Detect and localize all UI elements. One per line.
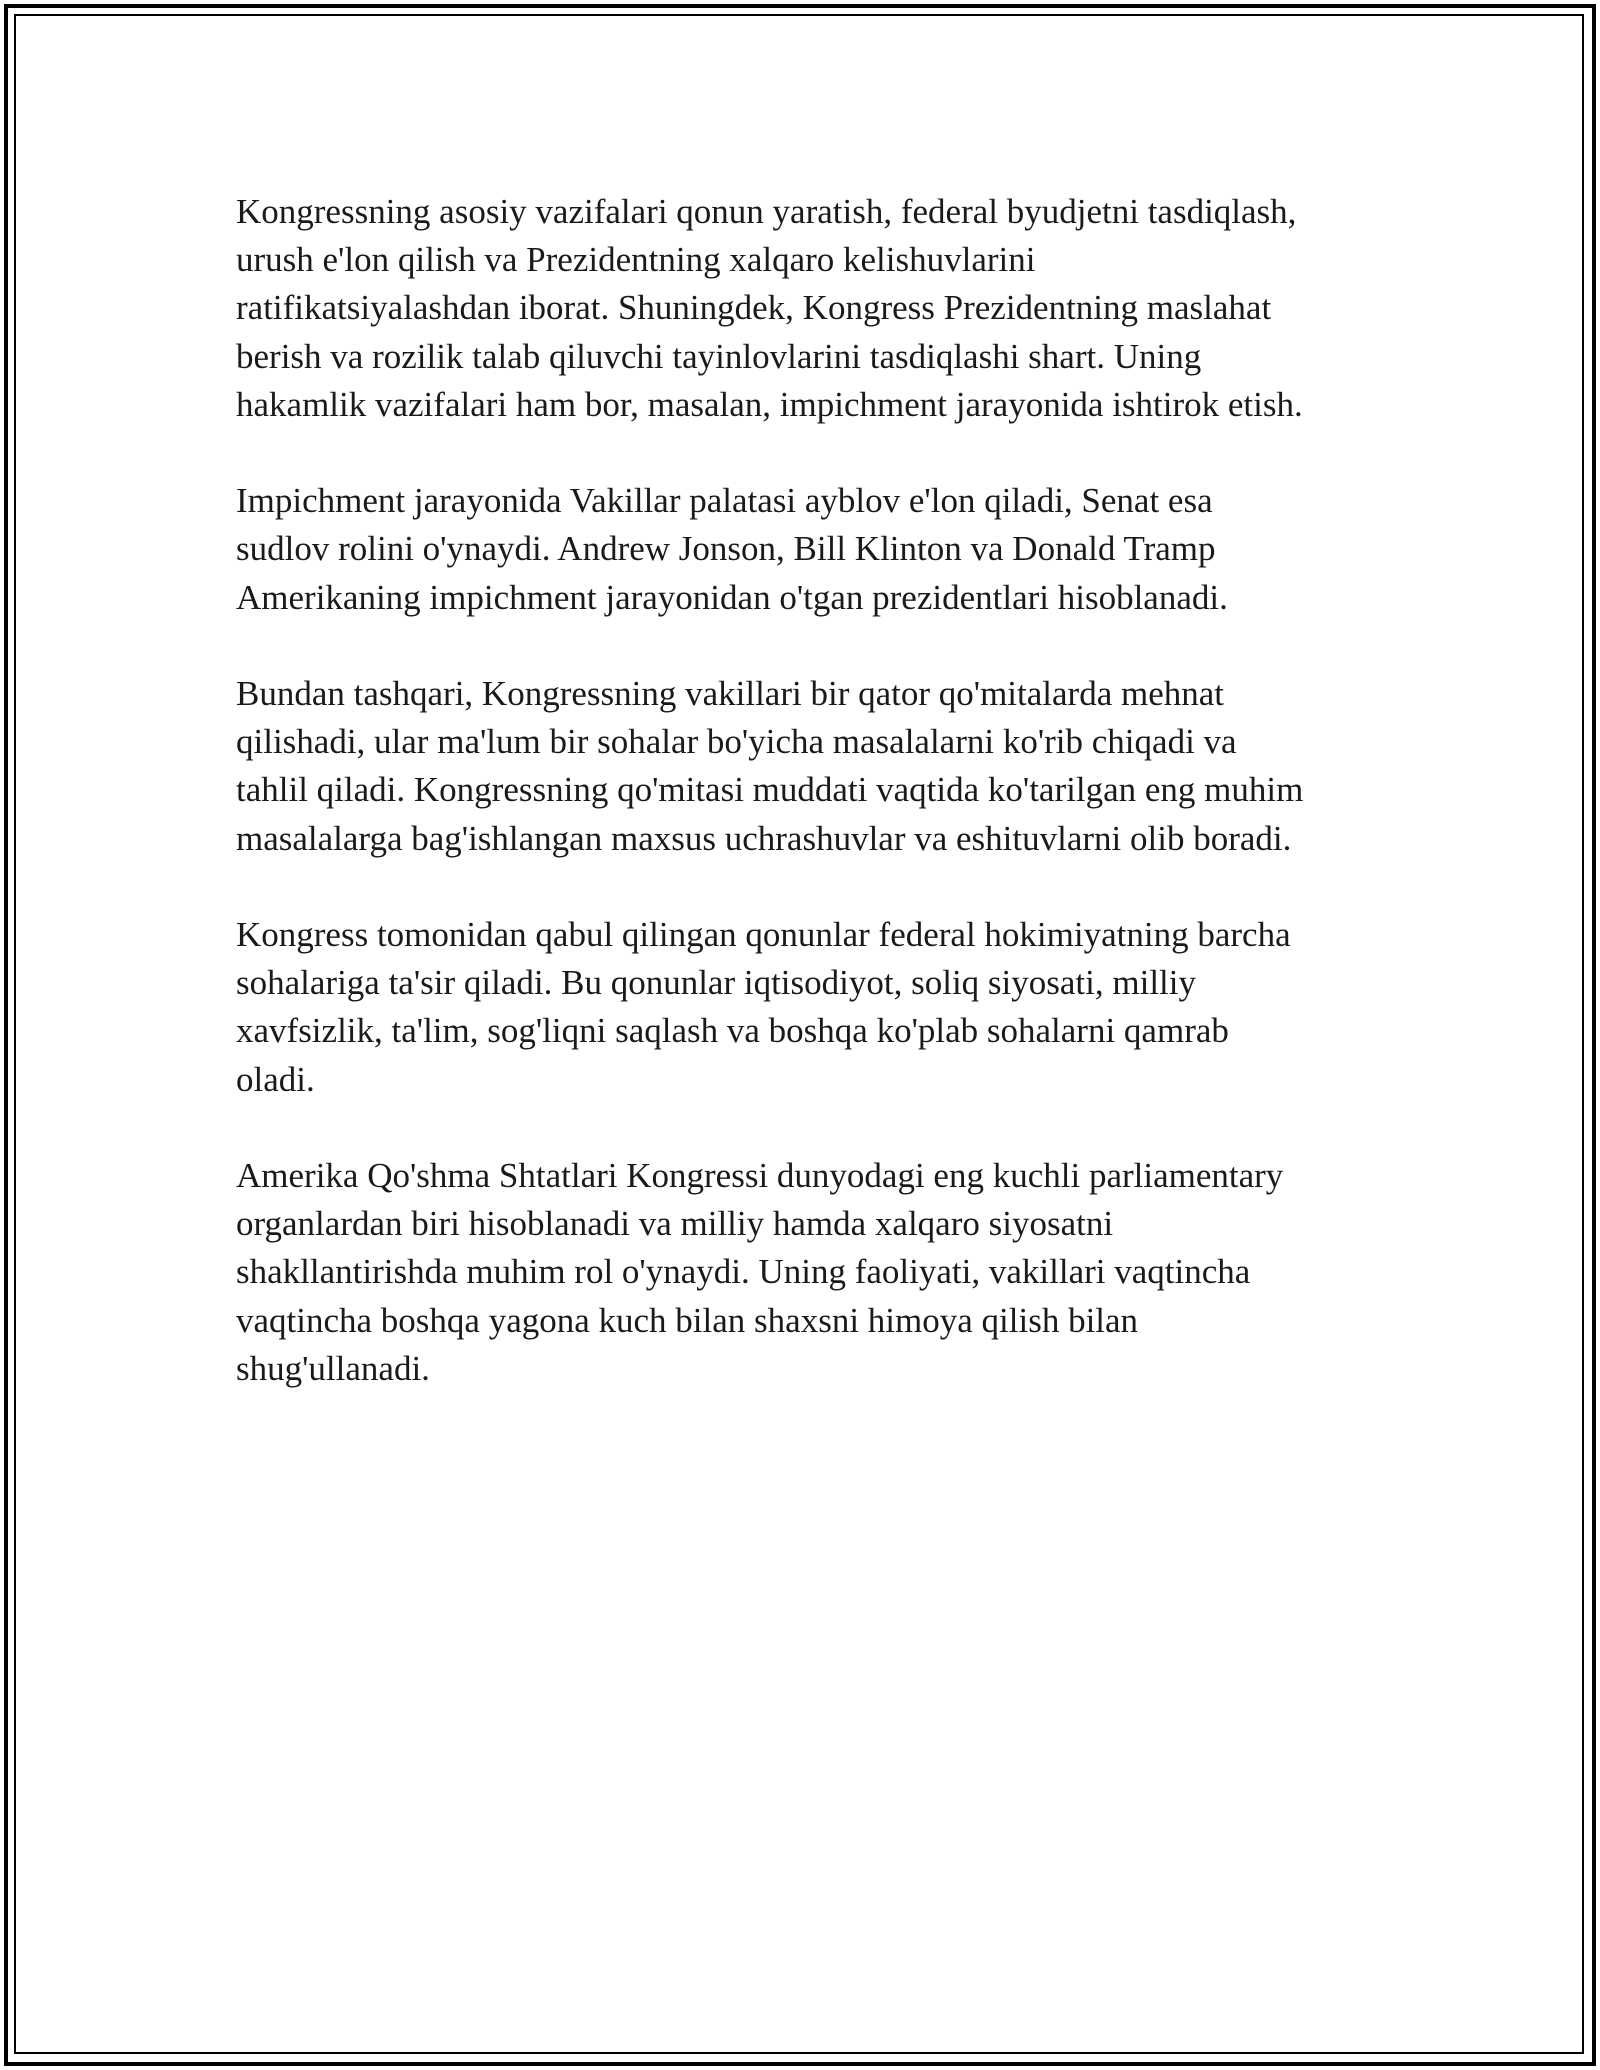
document-body: [236, 188, 1376, 1441]
paragraph-2: Impichment jarayonida Vakillar palatasi ayblov e'lon qiladi, Senat esa sudlov rolini o'ynaydi. Andrew Jonson, Bill Klinton va Donald Tramp Amerikaning impichment jarayonidan o'tgan prezidentlari hisoblanadi.: [236, 481, 1228, 617]
paragraph-4: Kongress tomonidan qabul qilingan qonunlar federal hokimiyatning barcha sohalariga ta'sir qiladi. Bu qonunlar iqtisodiyot, soliq siyosati, milliy xavfsizlik, ta'lim, sog'liqni saqlash va boshqa ko'plab sohalarni qamrab oladi.: [236, 915, 1291, 1099]
paragraph-5: Amerika Qo'shma Shtatlari Kongressi dunyodagi eng kuchli parliamentary organlardan biri hisoblanadi va milliy hamda xalqaro siyosatni shakllantirishda muhim rol o'ynaydi. Uning faoliyati, vakillari vaqtincha vaqtincha boshqa yagona kuch bilan shaxsni himoya qilish bilan shug'ullanadi.: [236, 1156, 1284, 1388]
paragraph-3: Bundan tashqari, Kongressning vakillari bir qator qo'mitalarda mehnat qilishadi, ular ma'lum bir sohalar bo'yicha masalalarni ko'rib chiqadi va tahlil qiladi. Kongressning qo'mitasi muddati vaqtida ko'tarilgan eng muhim masalalarga bag'ishlangan maxsus uchrashuvlar va eshituvlarni olib boradi.: [236, 674, 1304, 858]
paragraph-1: Kongressning asosiy vazifalari qonun yaratish, federal byudjetni tasdiqlash, urush e'lon qilish va Prezidentning xalqaro kelishuvlarini ratifikatsiyalashdan iborat. Shuningdek, Kongress Prezidentning maslahat berish va rozilik talab qiluvchi tayinlovlarini tasdiqlashi shart. Uning hakamlik vazifalari ham bor, masalan, impichment jarayonida ishtirok etish.: [236, 192, 1303, 424]
